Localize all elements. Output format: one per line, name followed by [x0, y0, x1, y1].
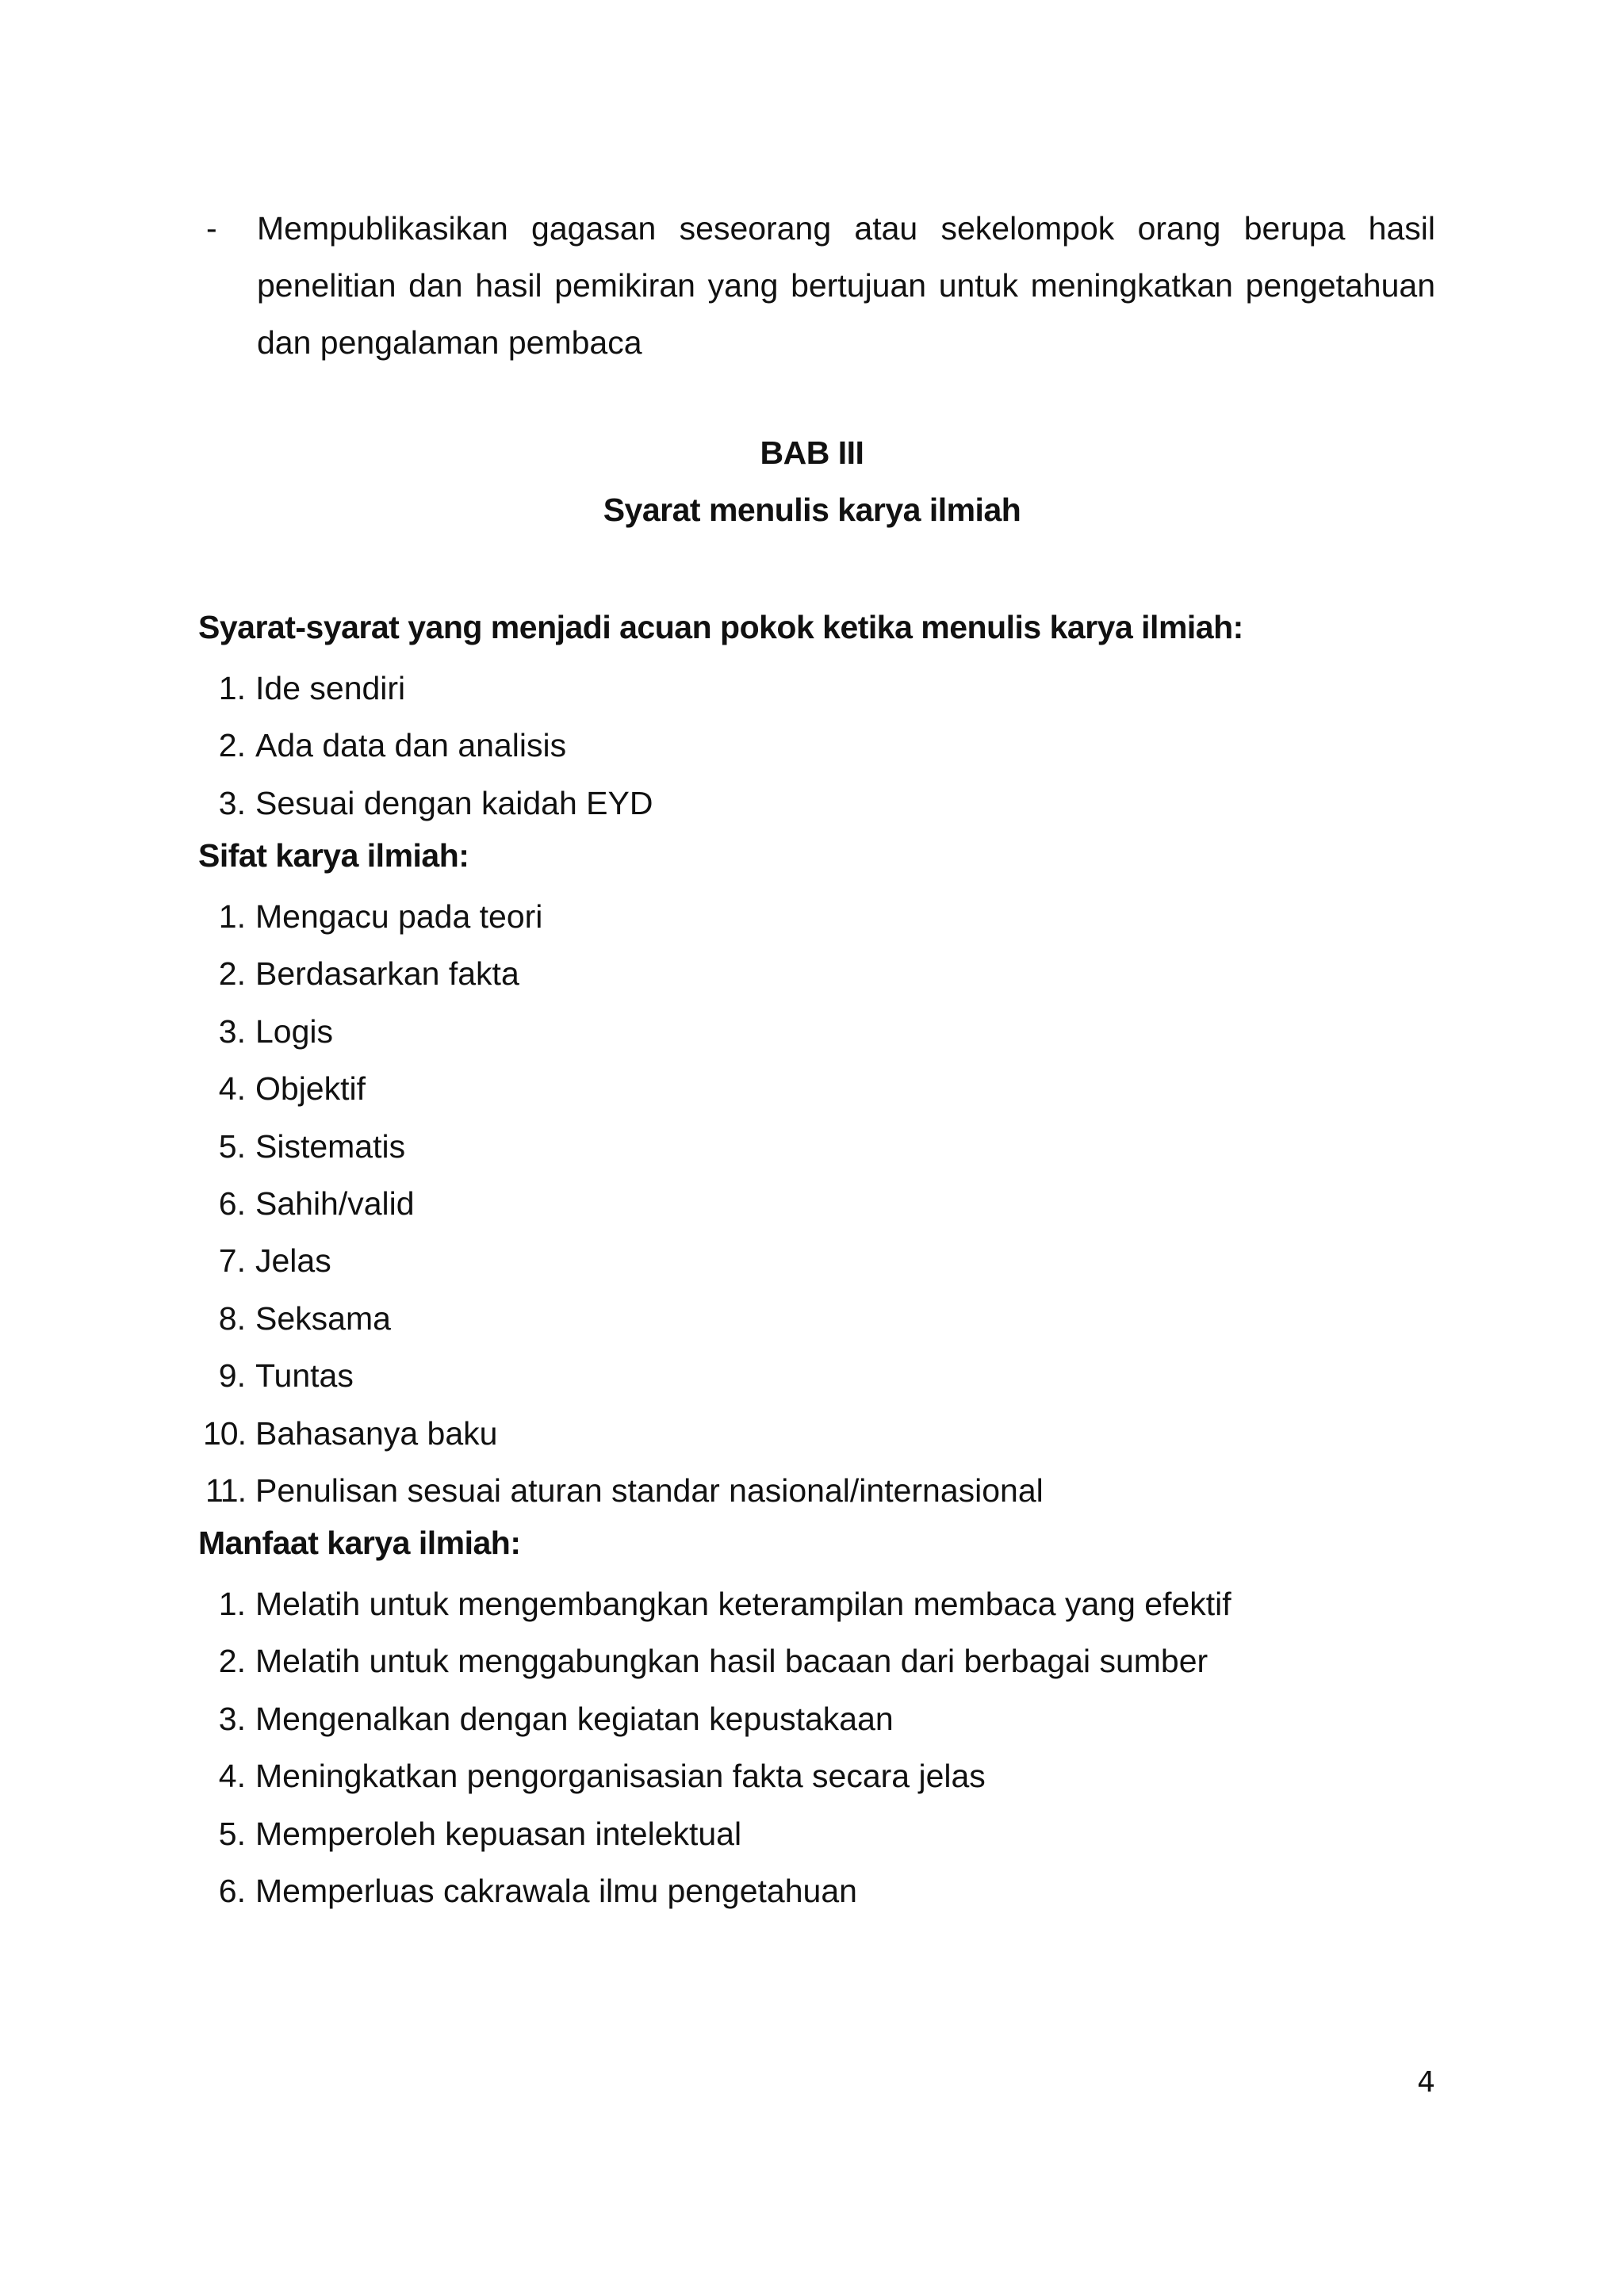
- list-item-text: Ide sendiri: [255, 670, 406, 706]
- list-item: [198, 1632, 1231, 1689]
- list-item-text: Ada data dan analisis: [255, 727, 567, 764]
- list-item-text: Penulisan sesuai aturan standar nasional/internasional: [255, 1472, 1044, 1510]
- list-item-text: Memperoleh kepuasan intelektual: [255, 1815, 742, 1852]
- list-number: 11.: [205, 1472, 246, 1510]
- list-item-text: Objektif: [255, 1070, 366, 1108]
- list-number: 3.: [218, 1012, 246, 1050]
- benefits-heading: Manfaat karya ilmiah:: [198, 1525, 521, 1561]
- list-number: 5.: [218, 1127, 246, 1165]
- list-item: [198, 1462, 1044, 1519]
- list-item: [198, 1747, 1231, 1804]
- list-item-text: Tuntas: [255, 1357, 354, 1395]
- list-item: [198, 1118, 1044, 1175]
- list-item-text: Mengenalkan dengan kegiatan kepustakaan: [255, 1700, 894, 1737]
- intro-text: Mempublikasikan gagasan seseorang atau sekelompok orang berupa hasil penelitian dan hasil pemikiran yang bertujuan untuk meningkatkan pengetahuan dan pengalaman pembaca: [257, 210, 1435, 361]
- list-number: 3.: [218, 784, 246, 821]
- properties-heading: Sifat karya ilmiah:: [198, 837, 469, 874]
- list-item: [198, 1175, 1044, 1232]
- list-item-text: Berdasarkan fakta: [255, 955, 519, 993]
- list-item: [198, 1003, 1044, 1060]
- list-number: 5.: [218, 1815, 246, 1852]
- list-item-text: Memperluas cakrawala ilmu pengetahuan: [255, 1873, 857, 1910]
- list-number: 10.: [203, 1414, 246, 1452]
- list-number: 2.: [218, 727, 246, 764]
- list-item: [198, 888, 1044, 945]
- list-item-text: Mengacu pada teori: [255, 898, 543, 935]
- list-number: 4.: [218, 1758, 246, 1795]
- list-item-text: Bahasanya baku: [255, 1414, 498, 1452]
- list-number: 9.: [218, 1357, 246, 1395]
- page-number: 4: [1417, 2066, 1435, 2099]
- list-number: 3.: [218, 1700, 246, 1737]
- list-number: 2.: [218, 1643, 246, 1680]
- intro-bullet-paragraph: [198, 200, 1435, 371]
- list-item: [198, 1290, 1044, 1347]
- list-item-text: Sistematis: [255, 1127, 406, 1165]
- list-item-text: Seksama: [255, 1299, 391, 1337]
- list-number: 4.: [218, 1070, 246, 1108]
- list-item-text: Melatih untuk mengembangkan keterampilan membaca yang efektif: [255, 1586, 1231, 1622]
- list-item: [198, 1575, 1231, 1632]
- list-item: [198, 660, 653, 717]
- properties-list: [198, 888, 1044, 1519]
- list-item-text: Melatih untuk menggabungkan hasil bacaan dari berbagai sumber: [255, 1643, 1208, 1680]
- chapter-title: Syarat menulis karya ilmiah: [603, 492, 1021, 528]
- list-item: [198, 1347, 1044, 1404]
- list-number: 2.: [218, 955, 246, 993]
- dash-bullet: -: [206, 210, 217, 247]
- list-item: [198, 1405, 1044, 1462]
- list-item-text: Logis: [255, 1012, 334, 1050]
- list-number: 1.: [218, 898, 246, 935]
- list-item: [198, 1805, 1231, 1862]
- list-item: [198, 717, 653, 774]
- list-item: [198, 945, 1044, 1002]
- requirements-heading: Syarat-syarat yang menjadi acuan pokok ketika menulis karya ilmiah:: [198, 609, 1243, 645]
- list-item: [198, 1060, 1044, 1117]
- list-number: 6.: [218, 1185, 246, 1223]
- list-item-text: Meningkatkan pengorganisasian fakta secara jelas: [255, 1758, 986, 1795]
- chapter-number: BAB III: [760, 434, 864, 471]
- list-item-text: Sahih/valid: [255, 1185, 415, 1223]
- list-item-text: Jelas: [255, 1242, 331, 1280]
- requirements-list: [198, 660, 653, 832]
- list-number: 8.: [218, 1299, 246, 1337]
- list-number: 1.: [218, 1586, 246, 1622]
- list-number: 7.: [218, 1242, 246, 1280]
- list-item: [198, 1232, 1044, 1289]
- list-item: [198, 775, 653, 832]
- list-item: [198, 1690, 1231, 1747]
- benefits-list: [198, 1575, 1231, 1919]
- list-number: 1.: [218, 670, 246, 706]
- list-item: [198, 1862, 1231, 1919]
- list-item-text: Sesuai dengan kaidah EYD: [255, 784, 653, 821]
- list-number: 6.: [218, 1873, 246, 1910]
